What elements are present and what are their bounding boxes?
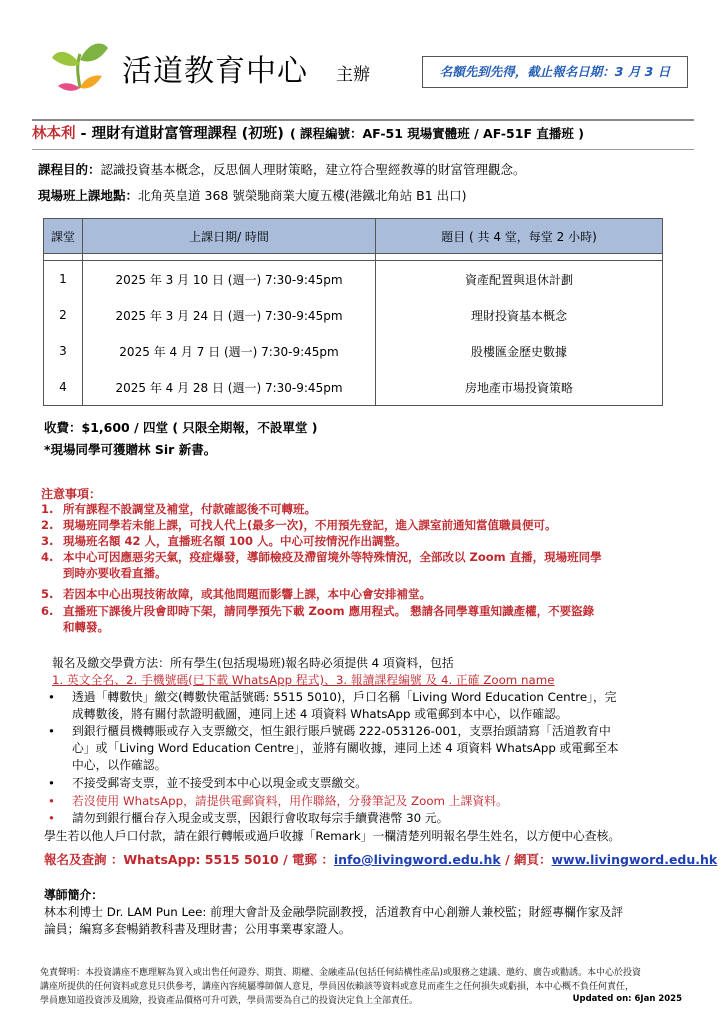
note-number: 6. — [41, 604, 54, 618]
bullet-continuation: 成轉數後，將有關付款證明截圖，連同上述 4 項資料 WhatsApp 或電郵到本中心，以作確認。 — [72, 707, 568, 721]
header-topic: 題目 ( 共 4 堂，每堂 2 小時) — [376, 219, 663, 254]
deadline-box: 名額先到先得，截止報名日期：3 月 3 日 — [422, 56, 688, 88]
course-name: 理財有道財富管理課程 (初班) — [91, 126, 284, 142]
disclaimer-line: 講座所提供的任何資料或意見只供參考，講座內容純屬導師個人意見，學員因依賴該等資料或意見而產生之任何損失或虧損，本中心概不負任何責任， — [40, 982, 635, 992]
note-number: 2. — [41, 518, 54, 532]
lesson-topic: 理財投資基本概念 — [376, 297, 663, 333]
tutor-title: 導師簡介： — [44, 888, 103, 902]
payment-bullet: • 不接受郵寄支票，並不接受到本中心以現金或支票繳交。 — [48, 776, 367, 790]
table-row — [44, 369, 663, 406]
note-number: 4. — [41, 550, 54, 564]
bullet-text: 到銀行櫃員機轉賬或存入支票繳交，恒生銀行賬戶號碼 222-053126-001，支票抬頭請寫「活道教育中 — [72, 724, 611, 738]
bullet-continuation: 心」或「Living Word Education Centre」，並將有關收據，連同上述 4 項資料 WhatsApp 或電郵至本 — [72, 741, 619, 755]
contact-label: 報名及查詢 ：WhatsApp: 5515 5010 / 電郵 ： — [44, 852, 334, 867]
email-link[interactable]: info@livingword.edu.hk — [333, 852, 501, 867]
header-date: 上課日期/ 時間 — [83, 219, 376, 254]
note-item — [41, 586, 681, 602]
note-item — [41, 603, 681, 635]
disclaimer-line: 免責聲明：本投資講座不應理解為買入或出售任何證券、期貨、期權、金融產品(包括任何結構性產品)或服務之建議、邀約、廣告或勸誘。本中心於投資 — [40, 968, 642, 978]
lesson-date: 2025 年 3 月 10 日 (週一) 7:30-9:45pm — [83, 261, 376, 298]
lesson-no: 2 — [44, 297, 83, 333]
note-continuation: 和轉發。 — [63, 620, 109, 634]
contact-line — [44, 851, 717, 868]
lesson-date: 2025 年 4 月 7 日 (週一) 7:30-9:45pm — [83, 333, 376, 369]
bullet-text: 不接受郵寄支票，並不接受到本中心以現金或支票繳交。 — [72, 776, 367, 790]
lesson-topic: 資產配置與退休計劃 — [376, 261, 663, 298]
bullet-text: 請勿到銀行櫃台存入現金或支票，因銀行會收取每宗手續費港幣 30 元。 — [72, 811, 449, 825]
note-text: 直播班下課後片段會即時下架，請同學預先下載 Zoom 應用程式。 懇請各同學尊重知識產權，不要盜錄 — [63, 604, 595, 618]
purpose-line — [38, 160, 526, 178]
note-item — [41, 533, 681, 549]
instructor-name: 林本利 — [32, 126, 76, 142]
payment-required: 1. 英文全名、2. 手機號碼(已下載 WhatsApp 程式)、3. 報讀課程編號 及 4. 正確 Zoom name — [52, 673, 555, 687]
table-row — [44, 333, 663, 369]
note-continuation: 到時亦要收看直播。 — [63, 566, 167, 580]
note-text: 若因本中心出現技術故障，或其他問題而影響上課，本中心會安排補堂。 — [63, 587, 431, 601]
lesson-no: 4 — [44, 369, 83, 406]
org-sub: 主辦 — [336, 65, 370, 85]
schedule-table — [43, 218, 663, 406]
tutor-line: 林本利博士 Dr. LAM Pun Lee: 前理大會計及金融學院副教授，活道教育中心創辦人兼校監；財經專欄作家及評 — [44, 905, 624, 919]
venue-line — [38, 186, 467, 204]
payment-bullet: • 到銀行櫃員機轉賬或存入支票繳交，恒生銀行賬戶號碼 222-053126-001，支票抬頭請寫「活道教育中 心」或「Living Word Education Centre」，並將有關收據，連同上述 4 項資料 WhatsApp 或電郵至本 中心，以作確認。 — [48, 723, 688, 774]
payment-bullet: • 若沒使用 WhatsApp，請提供電郵資料，用作聯絡，分發筆記及 Zoom 上課資料。 — [48, 794, 508, 808]
note-item — [41, 517, 681, 533]
table-row — [44, 261, 663, 298]
note-text: 所有課程不設調堂及補堂，付款確認後不可轉班。 — [63, 502, 316, 516]
table-row — [44, 297, 663, 333]
course-code: ( 課程編號：AF-51 現場實體班 / AF-51F 直播班 ) — [289, 126, 584, 141]
venue-label: 現場班上課地點： — [38, 188, 139, 203]
payment-bullet: • 請勿到銀行櫃台存入現金或支票，因銀行會收取每宗手續費港幣 30 元。 — [48, 811, 449, 825]
venue-text: 北角英皇道 368 號榮馳商業大廈五樓(港鐵北角站 B1 出口) — [138, 188, 467, 203]
course-title — [32, 119, 694, 150]
bullet-text: 透過「轉數快」繳交(轉數快電話號碼: 5515 5010)，戶口名稱「Living Word Education Centre」，完 — [72, 690, 617, 704]
lesson-topic: 股樓匯金歷史數據 — [376, 333, 663, 369]
note-item — [41, 549, 681, 581]
website-link[interactable]: www.livingword.edu.hk — [551, 852, 718, 867]
lesson-no: 3 — [44, 333, 83, 369]
note-text: 現場班名額 42 人，直播班名額 100 人。中心可按情況作出調整。 — [63, 534, 407, 548]
note-text: 本中心可因應惡劣天氣，疫症爆發，導師檢疫及滯留境外等特殊情況，全部改以 Zoom 直播，現場班同學 — [63, 550, 602, 564]
note-number: 5. — [41, 587, 54, 601]
web-label: / 網頁： — [500, 852, 552, 867]
gift-line: *現場同學可獲贈林 Sir 新書。 — [44, 442, 217, 457]
purpose-text: 認識投資基本概念，反思個人理財策略，建立符合聖經教導的財富管理觀念。 — [100, 162, 526, 177]
note-item — [41, 501, 681, 517]
lesson-topic: 房地產市場投資策略 — [376, 369, 663, 406]
note-number: 3. — [41, 534, 54, 548]
logo-icon — [50, 38, 110, 92]
purpose-label: 課程目的： — [38, 162, 101, 177]
lesson-date: 2025 年 4 月 28 日 (週一) 7:30-9:45pm — [83, 369, 376, 406]
org-name: 活道教育中心 — [122, 54, 308, 89]
bullet-text: 若沒使用 WhatsApp，請提供電郵資料，用作聯絡，分發筆記及 Zoom 上課資料。 — [72, 794, 508, 808]
lesson-no: 1 — [44, 261, 83, 298]
disclaimer-line: 學員應知道投資涉及風險，投資產品價格可升可跌，學員需要為自己的投資決定負上全部責任。 — [40, 996, 419, 1006]
tutor-line: 論員；編寫多套暢銷教科書及理財書；公用事業專家證人。 — [44, 922, 351, 936]
note-number: 1. — [41, 502, 54, 516]
title-dash: - — [75, 126, 92, 142]
notes-title: 注意事項： — [41, 487, 102, 501]
fee-line: 收費：$1,600 / 四堂 ( 只限全期報，不設單堂 ) — [44, 420, 318, 435]
lesson-date: 2025 年 3 月 24 日 (週一) 7:30-9:45pm — [83, 297, 376, 333]
payment-bullet: • 透過「轉數快」繳交(轉數快電話號碼: 5515 5010)，戶口名稱「Living Word Education Centre」，完 成轉數後，將有關付款證明截圖，連同上述 4 項資料 WhatsApp 或電郵到本中心，以作確認。 — [48, 689, 688, 723]
header-lesson: 課堂 — [44, 219, 83, 254]
updated-date: Updated on: 6Jan 2025 — [572, 994, 682, 1004]
payment-remark: 學生若以他人戶口付款，請在銀行轉帳或過戶收據「Remark」一欄清楚列明報名學生姓名，以方便中心查核。 — [44, 829, 621, 843]
payment-intro: 報名及繳交學費方法：所有學生(包括現場班)報名時必須提供 4 項資料，包括 — [52, 656, 454, 670]
bullet-continuation: 中心，以作確認。 — [72, 758, 167, 772]
note-text: 現場班同學若未能上課，可找人代上(最多一次)，不用預先登記，進入課室前通知當值職員便可。 — [63, 518, 557, 532]
